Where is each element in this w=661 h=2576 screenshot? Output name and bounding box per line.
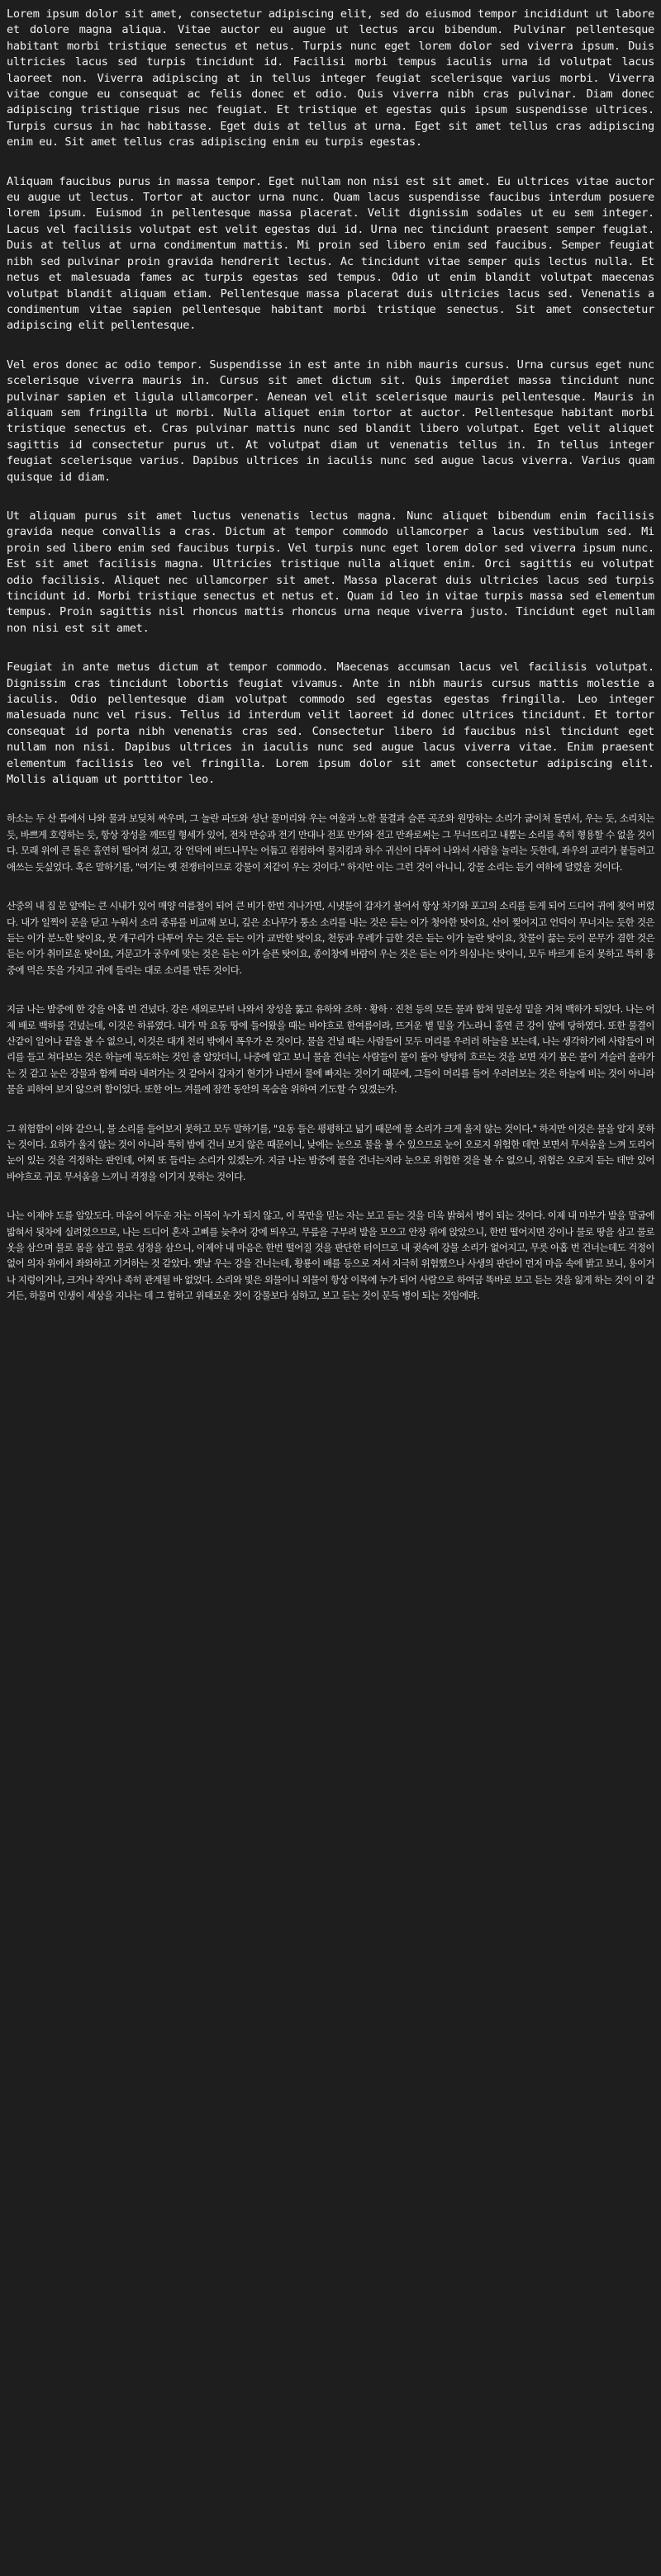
paragraph-6: 하소는 두 산 틈에서 나와 물과 보딪쳐 싸우며, 그 놀란 파도와 성난 물머리와 우는 여울과 노한 물결과 슬픈 곡조와 원망하는 소리가 굽이쳐 돌면서, 우는 듯, 소리치는 듯, 바쁘게 호령하는 듯, 항상 장성을 깨뜨릴 형세가 있어, 전차 만승과 전기 만대나 전포 만가와 전고 만좌로써는 그 무너뜨리고 내뿜는 소리를 족히 형용할 수 없을 것이다. 모래 위에 큰 돌은 홀연히 떨어져 섰고, 강 언덕에 버드나무는 어둡고 컴컴하여 물지킴과 하수 귀신이 다투어 나와서 사람을 놀리는 듯한데, 좌우의 교리가 붙들려고 애쓰는 듯싶었다. 혹은 말하기를, "여기는 옛 전쟁터이므로 강물이 저같이 우는 것이다." 하지만 이는 그런 것이 아니니, 강물 소리는 듣기 여하에 달렸을 것이다. xyxy=(7,812,654,873)
paragraph-2: Aliquam faucibus purus in massa tempor. Eget nullam non nisi est sit amet. Eu ultrices vitae auctor eu augue ut lectus. Tortor at auctor urna nunc. Quam lacus suspendisse faucibus interdum posuere lorem ipsum. Euismod in pellentesque massa placerat. Velit dignissim sodales ut eu sem integer. Lacus vel facilisis volutpat est velit egestas dui id. Urna nec tincidunt praesent semper feugiat. Duis at tellus at urna condimentum mattis. Mi proin sed libero enim sed faucibus. Semper feugiat nibh sed pulvinar proin gravida hendrerit lectus. Ac tincidunt vitae semper quis lectus nulla. Et netus et malesuada fames ac turpis egestas sed tempus. Odio ut enim blandit volutpat maecenas volutpat blandit aliquam etiam. Pellentesque massa placerat duis ultricies lacus sed. Venenatis a condimentum vitae sapien pellentesque habitant morbi tristique senectus. Sit amet consectetur adipiscing elit pellentesque. xyxy=(7,174,654,333)
paragraph-7: 산중의 내 집 문 앞에는 큰 시내가 있어 매양 여름철이 되어 큰 비가 한번 지나가면, 시냇물이 갑자기 불어서 항상 차기와 포고의 소리를 듣게 되어 드디어 귀에 젖어 버렸다. 내가 일찍이 문을 닫고 누워서 소리 종류를 비교해 보니, 깊은 소나무가 퉁소 소리를 내는 것은 듣는 이가 청아한 탓이요, 산이 찢어지고 언덕이 무너지는 듯한 것은 듣는 이가 분노한 탓이요, 뭇 개구리가 다투어 우는 것은 듣는 이가 교만한 탓이요, 천둥과 우레가 급한 것은 듣는 이가 놀란 탓이요, 찻물이 끓는 듯이 문무가 겸한 것은 듣는 이가 취미로운 탓이요, 거문고가 궁우에 맞는 것은 듣는 이가 슬픈 탓이요, 종이창에 바람이 우는 것은 듣는 이가 의심나는 탓이니, 모두 바르게 듣지 못하고 특히 흉중에 먹은 뜻을 가지고 귀에 들리는 대로 소리를 만든 것이다. xyxy=(7,900,654,976)
paragraph-10: 나는 이제야 도를 알았도다. 마음이 어두운 자는 이목이 누가 되지 않고, 이 목만을 믿는 자는 보고 듣는 것을 더욱 밝혀서 병이 되는 것이다. 이제 내 마부가 발을 말굽에 밟혀서 뒷차에 실려었으므로, 나는 드디어 혼자 고삐를 늦추어 강에 띄우고, 무릎을 구부려 발을 모으고 안장 위에 앉았으니, 한번 떨어지면 강이나 물로 땅을 삼고 물로 옷을 삼으며 물로 몸을 삼고 물로 성정을 삼으니, 이제야 내 마음은 한번 떨어질 것을 판단한 터이므로 내 귓속에 강물 소리가 없어지고, 무릇 아홉 번 건너는데도 걱정이 없어 의자 위에서 좌와하고 기거하는 것 같았다. 옛날 우는 강을 건너는데, 황룡이 배를 등으로 져서 지극히 위험했으나 사생의 판단이 먼저 마음 속에 밝고 보니, 용이거나 지렁이거나, 크거나 작거나 족히 관계될 바 없었다. 소리와 빛은 외물이니 외물이 항상 이목에 누가 되어 사람으로 하여금 똑바로 보고 듣는 것을 잃게 하는 것이 이 같거든, 하물며 인생이 세상을 지나는 데 그 험하고 위태로운 것이 강물보다 심하고, 보고 듣는 것이 문득 병이 되는 것임에랴. xyxy=(7,1210,654,1302)
paragraph-9: 그 위험함이 이와 같으니, 물 소리를 들어보지 못하고 모두 말하기를, "요동 들은 평평하고 넓기 때문에 물 소리가 크게 울지 않는 것이다." 하지만 이것은 물을 알지 못하는 것이다. 요하가 울지 않는 것이 아니라 특히 밤에 건너 보지 않은 때문이니, 낮에는 눈으로 물을 볼 수 있으므로 눈이 오로지 위험한 데만 보면서 무서움을 느껴 도리어 눈이 있는 것을 걱정하는 판인데, 어찌 또 들리는 소리가 있겠는가. 지금 나는 밤중에 물을 건너는지라 눈으로 위험한 것을 볼 수 없으니, 위험은 오로지 듣는 데만 있어 바야흐로 귀로 무서움을 느끼니 걱정을 이기지 못하는 것이다. xyxy=(7,1122,654,1182)
paragraph-1: Lorem ipsum dolor sit amet, consectetur adipiscing elit, sed do eiusmod tempor incididunt ut labore et dolore magna aliqua. Vitae auctor eu augue ut lectus arcu bibendum. Pulvinar pellentesque habitant morbi tristique senectus et netus. Turpis nunc eget lorem dolor sed viverra ipsum. Duis ultricies lacus sed turpis tincidunt id. Facilisi morbi tempus iaculis urna id volutpat lacus laoreet non. Viverra adipiscing at in tellus integer feugiat scelerisque varius morbi. Viverra vitae congue eu consequat ac felis donec et odio. Quis viverra nibh cras pulvinar. Diam donec adipiscing tristique risus nec feugiat. Et tristique et egestas quis ipsum suspendisse ultrices. Turpis cursus in hac habitasse. Eget duis at tellus at urna. Eget sit amet tellus cras adipiscing enim eu. Sit amet tellus cras adipiscing enim eu turpis egestas. xyxy=(7,7,654,149)
paragraph-3: Vel eros donec ac odio tempor. Suspendisse in est ante in nibh mauris cursus. Urna cursus eget nunc scelerisque viverra mauris in. Cursus sit amet dictum sit. Quis imperdiet massa tincidunt nunc pulvinar sapien et ligula ullamcorper. Aenean vel elit scelerisque mauris pellentesque. Mauris in aliquam sem fringilla ut morbi. Nulla aliquet enim tortor at auctor. Pellentesque habitant morbi tristique senectus et. Cras pulvinar mattis nunc sed blandit libero volutpat. Eget velit aliquet sagittis id consectetur purus ut. At volutpat diam ut venenatis tellus in. In tellus integer feugiat scelerisque varius. Dapibus ultrices in iaculis nunc sed augue lacus viverra. Varius quam quisque id diam. xyxy=(7,358,654,484)
paragraph-4: Ut aliquam purus sit amet luctus venenatis lectus magna. Nunc aliquet bibendum enim facilisis gravida neque convallis a cras. Dictum at tempor commodo ullamcorper a lacus vestibulum sed. Mi proin sed libero enim sed faucibus turpis. Vel turpis nunc eget lorem dolor sed viverra ipsum nunc. Est sit amet facilisis magna. Ultricies tristique nulla aliquet enim. Orci sagittis eu volutpat odio facilisis. Aliquet nec ullamcorper sit amet. Massa placerat duis ultricies lacus sed turpis tincidunt id. Morbi tristique senectus et netus et. Quam id leo in vitae turpis massa sed elementum tempus. Proin sagittis nisl rhoncus mattis rhoncus urna neque viverra justo. Tincidunt eget nullam non nisi est sit amet. xyxy=(7,509,654,635)
paragraph-5: Feugiat in ante metus dictum at tempor commodo. Maecenas accumsan lacus vel facilisis volutpat. Dignissim cras tincidunt lobortis feugiat vivamus. Ante in nibh mauris cursus mattis molestie a iaculis. Odio pellentesque diam volutpat commodo sed egestas egestas fringilla. Leo integer malesuada nunc vel risus. Tellus id interdum velit laoreet id donec ultrices tincidunt. Et tortor consequat id porta nibh venenatis cras sed. Consectetur libero id faucibus nisl tincidunt eget nullam non nisi. Dapibus ultrices in iaculis nunc sed augue lacus viverra vitae. Enim praesent elementum facilisis leo vel fringilla. Lorem ipsum dolor sit amet consectetur adipiscing elit. Mollis aliquam ut porttitor leo. xyxy=(7,661,654,787)
paragraph-8: 지금 나는 밤중에 한 강을 아홉 번 건넜다. 강은 새외로부터 나와서 장성을 뚫고 유하와 조하 · 황하 · 진천 등의 모든 물과 합쳐 밀운성 밑을 거쳐 백하가 되었다. 나는 어제 배로 백하를 건넜는데, 이것은 하류였다. 내가 막 요동 땅에 들어왔을 때는 바야흐로 한여름이라, 뜨거운 볕 밑을 가노라니 홀연 큰 강이 앞에 당하였다. 또한 물결이 산같이 일어나 끝을 볼 수 없으니, 이것은 대개 천리 밖에서 폭우가 온 것이다. 물을 건널 때는 사람들이 모두 머리를 우러러 하늘을 보는데, 나는 생각하기에 사람들이 머리를 들고 쳐다보는 것은 하늘에 묵도하는 것인 줄 알았더니, 나중에 알고 보니 물을 건너는 사람들이 물이 돌아 탕탕히 흐르는 것을 보면 자기 몸은 물이 거슬러 올라가는 것 같고 눈은 강물과 함께 따라 내려가는 것 같아서 갑자기 현기가 나면서 물에 빠지는 것이기 때문에, 그들이 머리를 들어 우러러보는 것은 하늘에 비는 것이 아니라 물을 피하여 보지 않으려 함이었다. 또한 어느 겨를에 잠깐 동안의 목숨을 위하여 기도할 수 있겠는가. xyxy=(7,1003,654,1096)
